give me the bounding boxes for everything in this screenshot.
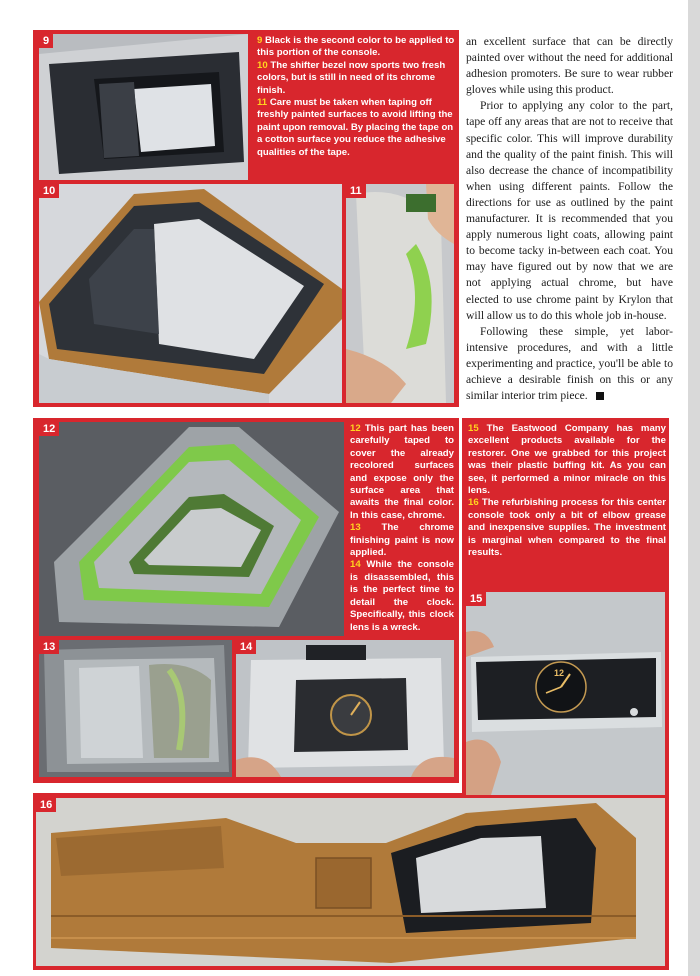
photo-15-buffed-clock	[466, 592, 665, 795]
caption-16-text: The refurbishing process for this center console took only a bit of elbow grease and inexpensive supplies. The investment is marginal when compared to the final results.	[468, 497, 666, 559]
captions-12-14	[350, 423, 454, 634]
end-of-article-mark	[596, 392, 604, 400]
caption-13-number: 13	[350, 522, 361, 534]
photo-15-label: 15	[466, 592, 486, 606]
caption-9-text: Black is the second color to be applied to this portion of the console.	[257, 35, 455, 59]
photo-11-taping-hand	[346, 184, 454, 403]
photo-9-label: 9	[39, 34, 53, 48]
photo-13-label: 13	[39, 640, 59, 654]
article-paragraph-3: Following these simple, yet labor-intensive procedures, and with a little experimenting and practice, you'll be able to achieve a desirable finish on this or any similar interior trim piece.	[466, 324, 673, 403]
caption-9-number: 9	[257, 35, 263, 46]
photo-14-clock-lens-wreck	[236, 640, 454, 777]
caption-15-text: The Eastwood Company has many excellent products available for the restorer. One we grabbed for this project was their plastic buffing kit. As you can see, it performed a minor miracle on this lens.	[468, 423, 666, 497]
caption-10-text: The shifter bezel now sports two fresh colors, but is still in need of its chrome finish.	[257, 59, 446, 96]
caption-14-number: 14	[350, 559, 361, 571]
captions-15-16	[468, 423, 666, 559]
caption-11-text: Care must be taken when taping off freshly painted surfaces to avoid lifting the paint upon removal. By placing the tape on a cotton surface you reduce the adhesive qualities of the tape.	[257, 97, 454, 158]
photo-14-label: 14	[236, 640, 256, 654]
caption-15-number: 15	[468, 423, 479, 434]
photo-10-label: 10	[39, 184, 59, 198]
photo-9-black-bezel	[39, 34, 248, 180]
photo-11-label: 11	[346, 184, 366, 198]
photo-12-taped-part	[39, 422, 344, 636]
photo-16-label: 16	[36, 798, 56, 812]
caption-12-number: 12	[350, 423, 361, 434]
article-column	[466, 34, 673, 404]
caption-12-text: This part has been carefully taped to cover the already recolored surfaces and expose only the surface area that awaits the final color. In this case, chrome.	[350, 423, 454, 521]
page-edge-shadow	[688, 0, 700, 976]
photo-13-chrome-applied	[39, 640, 232, 777]
clock-dial-twelve: 12	[554, 668, 565, 678]
photo-12-label: 12	[39, 422, 59, 436]
article-paragraph-2: Prior to applying any color to the part, tape off any areas that are not to receive that specific color. This will improve durability and the quality of the paint finish. This will also decrease the chance of incompatibility when using different paints. Follow the directions for use as outlined by the paint manufacturer. It is recommended that you apply numerous light coats, allowing paint to become tacky in-between each coat. You may have figured out by now that we are not applying actual chrome, but have elected to use chrome paint by Krylon that will allow us to do this whole job in-house.	[466, 99, 673, 322]
caption-13-text: The chrome finishing paint is now applied.	[350, 522, 454, 559]
caption-11-number: 11	[257, 97, 268, 109]
photo-10-bezel-two-colors	[39, 184, 342, 403]
photo-16-finished-console	[36, 798, 665, 966]
article-paragraph-1: an excellent surface that can be directly painted over without the need for additional adhesion promoters. Be sure to wear rubber gloves while using this product.	[466, 35, 673, 97]
captions-9-11	[257, 35, 455, 159]
caption-10-number: 10	[257, 59, 268, 71]
caption-14-text: While the console is disassembled, this is the perfect time to detail the clock. Specifically, this clock lens is a wreck.	[350, 559, 454, 633]
caption-16-number: 16	[468, 497, 479, 509]
